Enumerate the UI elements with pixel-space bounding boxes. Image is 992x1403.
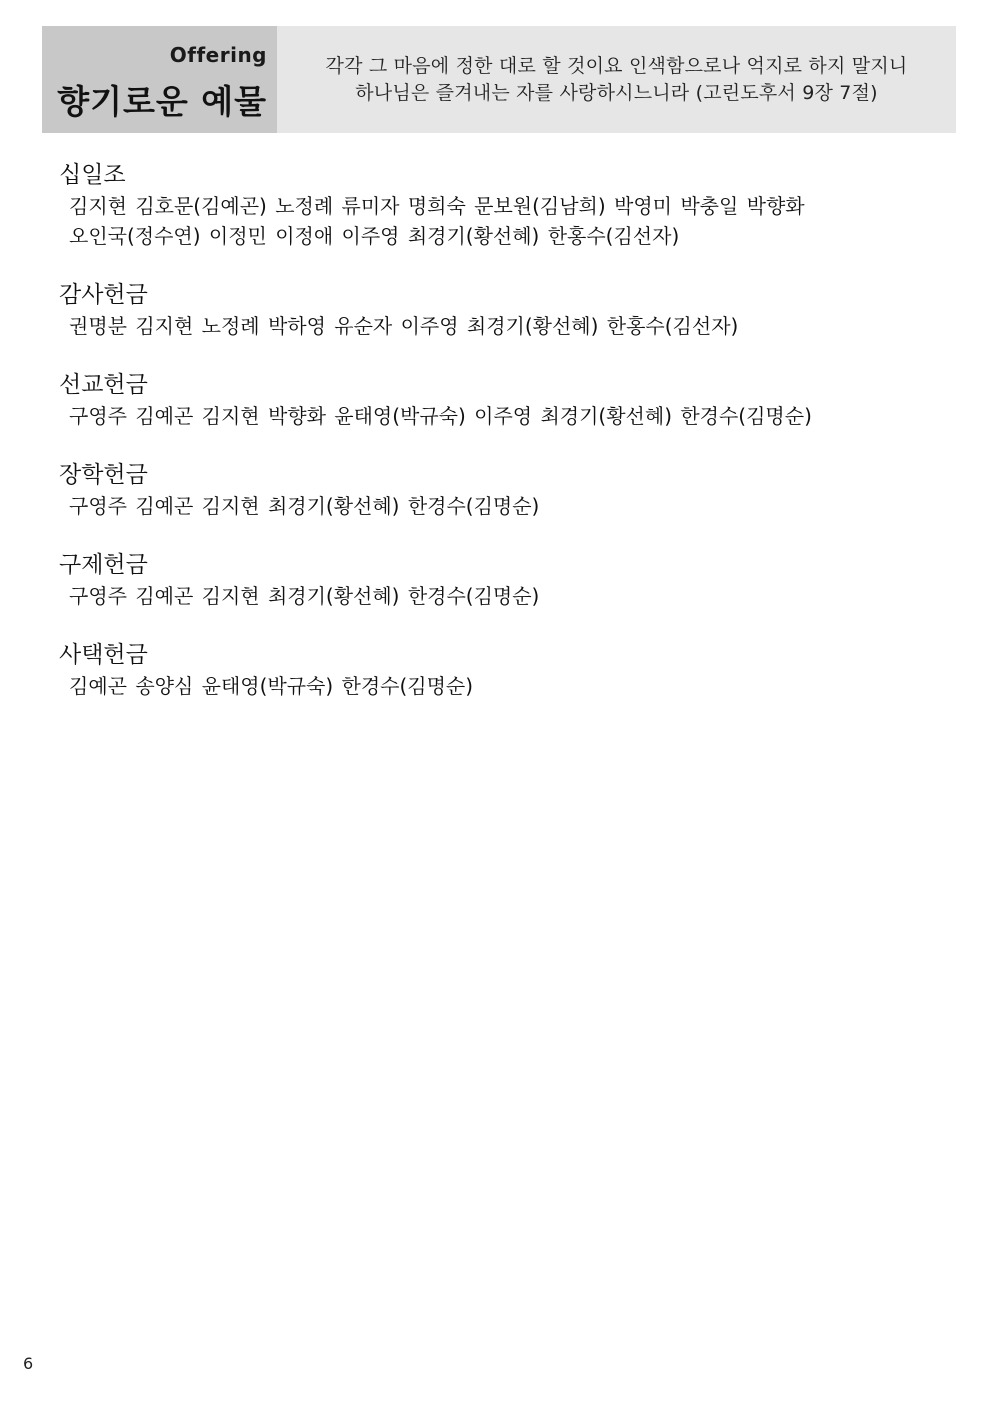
category-parsonage — [59, 640, 939, 701]
category-mission — [59, 370, 939, 431]
page-number: 6 — [23, 1354, 34, 1373]
names-line: 구영주 김예곤 김지현 박향화 윤태영(박규숙) 이주영 최경기(황선혜) 한경수(김명순) — [69, 404, 812, 428]
category-name: 사택헌금 — [59, 642, 148, 668]
names-line: 김지현 김호문(김예곤) 노정례 류미자 명희숙 문보원(김남희) 박영미 박충일 박향화 — [69, 194, 805, 218]
names-line: 구영주 김예곤 김지현 최경기(황선혜) 한경수(김명순) — [69, 584, 540, 608]
offering-label: Offering — [169, 43, 267, 67]
verse-box — [277, 26, 956, 133]
verse-line-2: 하나님은 즐겨내는 자를 사랑하시느니라 (고린도후서 9장 7절) — [355, 81, 878, 104]
category-name: 장학헌금 — [59, 462, 148, 488]
category-name: 감사헌금 — [59, 282, 148, 308]
names-line: 구영주 김예곤 김지현 최경기(황선혜) 한경수(김명순) — [69, 494, 540, 518]
offering-list — [59, 160, 939, 730]
category-name: 구제헌금 — [59, 552, 148, 578]
category-scholarship — [59, 460, 939, 521]
names-line: 오인국(정수연) 이정민 이정애 이주영 최경기(황선혜) 한홍수(김선자) — [69, 224, 680, 248]
names-line: 권명분 김지현 노정례 박하영 유순자 이주영 최경기(황선혜) 한홍수(김선자) — [69, 314, 739, 338]
header-title-box — [42, 26, 277, 133]
verse-line-1: 각각 그 마음에 정한 대로 할 것이요 인색함으로나 억지로 하지 말지니 — [325, 54, 908, 77]
names-line: 김예곤 송양심 윤태영(박규숙) 한경수(김명순) — [69, 674, 474, 698]
page-header — [42, 26, 956, 133]
category-tithe — [59, 160, 939, 251]
section-title: 향기로운 예물 — [57, 82, 267, 121]
category-name: 십일조 — [59, 162, 126, 188]
category-relief — [59, 550, 939, 611]
category-name: 선교헌금 — [59, 372, 148, 398]
category-thanksgiving — [59, 280, 939, 341]
